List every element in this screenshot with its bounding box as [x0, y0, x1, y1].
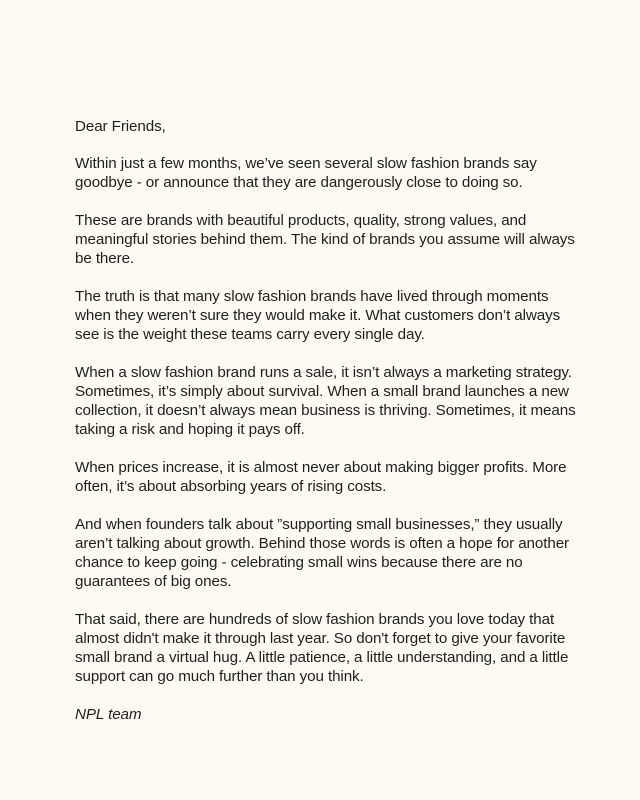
letter-paragraph-1: Within just a few months, we’ve seen several slow fashion brands say goodbye - or announce that they are dangerously close to doing so. — [75, 155, 537, 191]
letter-paragraph-3: The truth is that many slow fashion brands have lived through moments when they weren’t sure they would make it. What customers don’t always see is the weight these teams carry every single day. — [75, 288, 561, 343]
letter-paragraph-4: When a slow fashion brand runs a sale, it isn’t always a marketing strategy. Sometimes, it’s simply about survival. When a small brand launches a new collection, it doesn’t always mean business is thriving. Sometimes, it means taking a risk and hoping it pays off. — [75, 364, 576, 438]
letter-body — [75, 117, 585, 724]
letter-paragraph-7: That said, there are hundreds of slow fashion brands you love today that almost didn't make it through last year. So don't forget to give your favorite small brand a virtual hug. A little patience, a little understanding, and a little support can go much further than you think. — [75, 611, 569, 685]
letter-paragraph-5: When prices increase, it is almost never about making bigger profits. More often, it’s about absorbing years of rising costs. — [75, 459, 567, 495]
letter-paragraph-2: These are brands with beautiful products, quality, strong values, and meaningful stories behind them. The kind of brands you assume will always be there. — [75, 212, 575, 267]
letter-signature: NPL team — [75, 706, 142, 723]
letter-paragraph-6: And when founders talk about ”supporting small businesses,” they usually aren’t talking about growth. Behind those words is often a hope for another chance to keep going - celebrating small wins because there are no guarantees of big ones. — [75, 516, 570, 590]
letter-greeting: Dear Friends, — [75, 118, 166, 135]
